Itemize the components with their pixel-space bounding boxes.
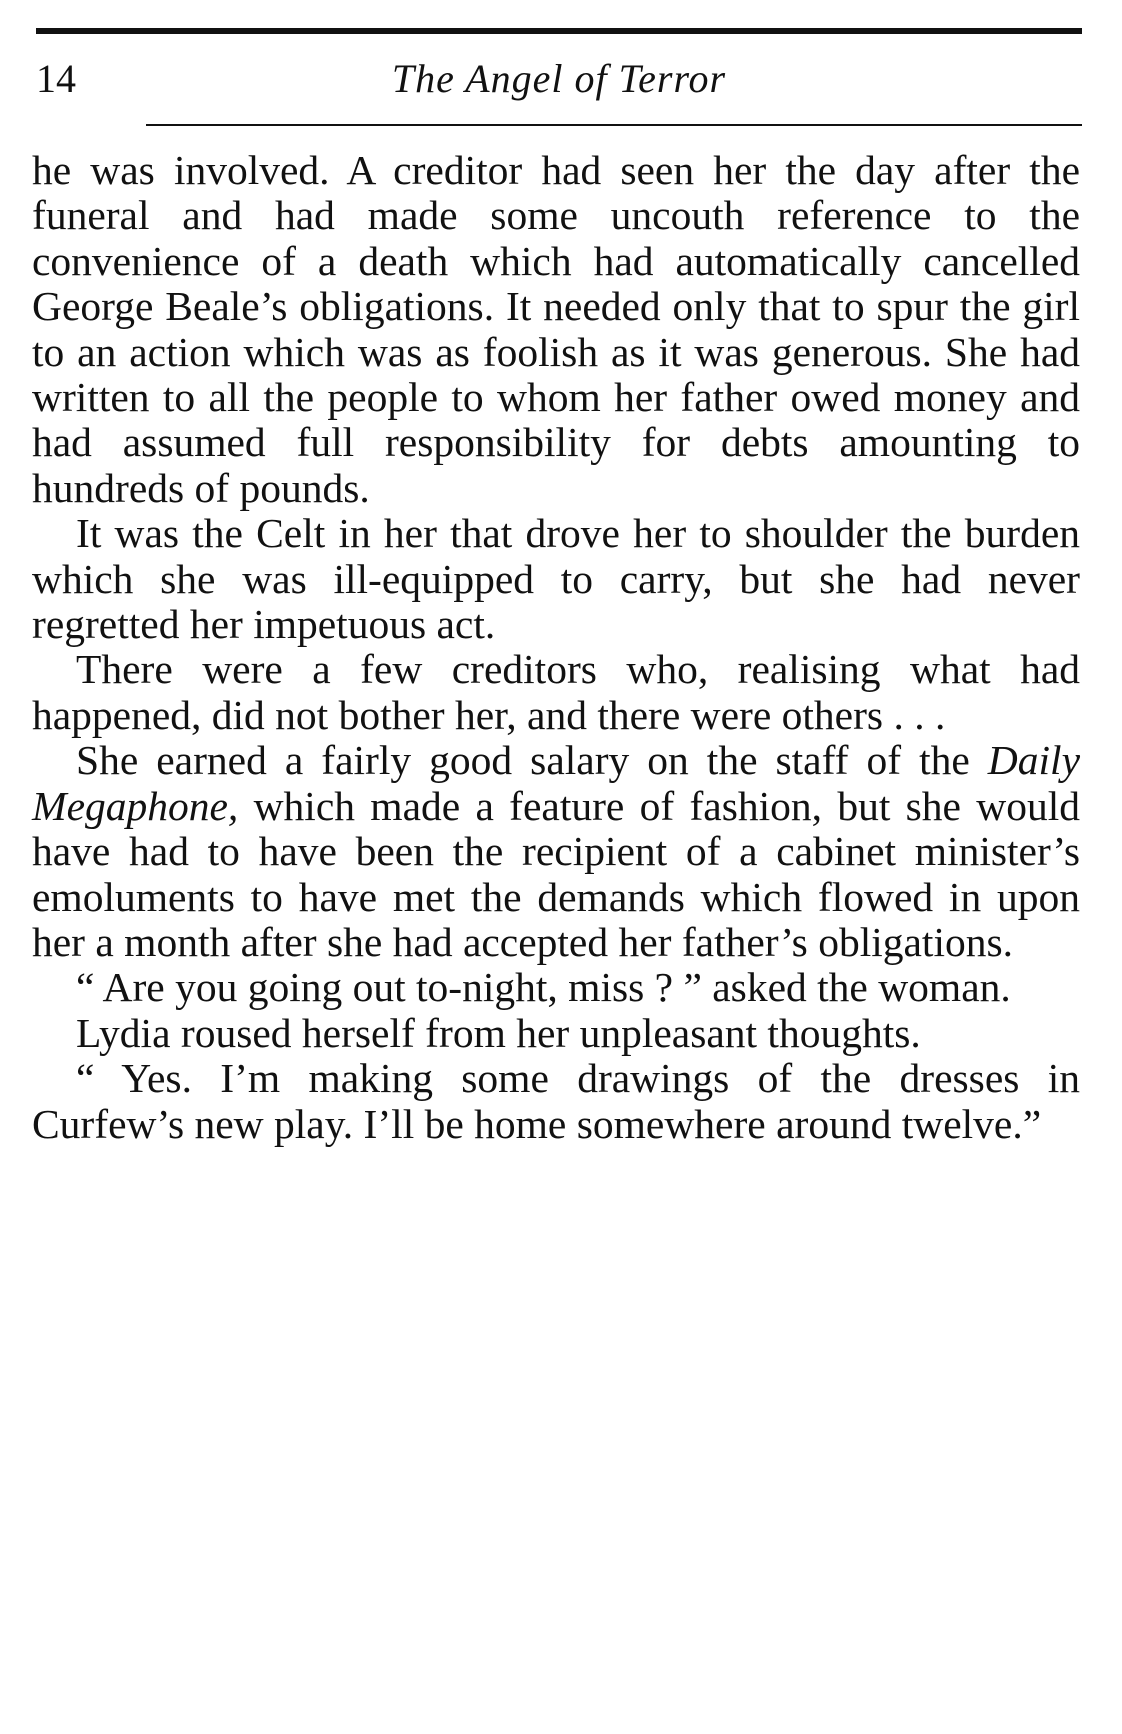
paragraph-6: Lydia roused herself from her unpleasant thoughts. [76,1009,921,1056]
paragraph-7: “ Yes. I’m making some drawings of the dresses in Curfew’s new play. I’ll be home somewhere around twelve.” [32,1055,1080,1147]
paragraph-4-start: She earned a fairly good salary on the staff of the [76,737,988,784]
page-number: 14 [36,56,76,101]
running-header [36,50,1082,108]
top-rule [36,28,1082,34]
paragraph-1: he was involved. A creditor had seen her the day after the funeral and had made some uncouth reference to the convenience of a death which had automatically cancelled George Beale’s obligations. It needed only that to spur the girl to an action which was as foolish as it was generous. She had written to all the people to whom her father owed money and had assumed full responsibility for debts amounting to hundreds of pounds. [32,147,1080,511]
running-title: The Angel of Terror [391,56,727,101]
newspaper-title: Daily Megaphone, [32,737,1080,829]
paragraph-4 [32,738,1080,965]
paragraph-4-rest: which made a feature of fashion, but she would have had to have been the recipient of a cabinet minister’s emoluments to have met the demands which flowed in upon her a month after she had accepted her father’s obligations. [32,782,1080,965]
body-text [32,148,1080,1147]
paragraph-5: “ Are you going out to-night, miss ? ” asked the woman. [76,964,1011,1011]
header-rule [146,124,1082,126]
paragraph-2: It was the Celt in her that drove her to shoulder the burden which she was ill-equipped to carry, but she had never regretted her impetuous act. [32,510,1080,648]
paragraph-3: There were a few creditors who, realising what had happened, did not bother her, and there were others . . . [32,646,1080,738]
